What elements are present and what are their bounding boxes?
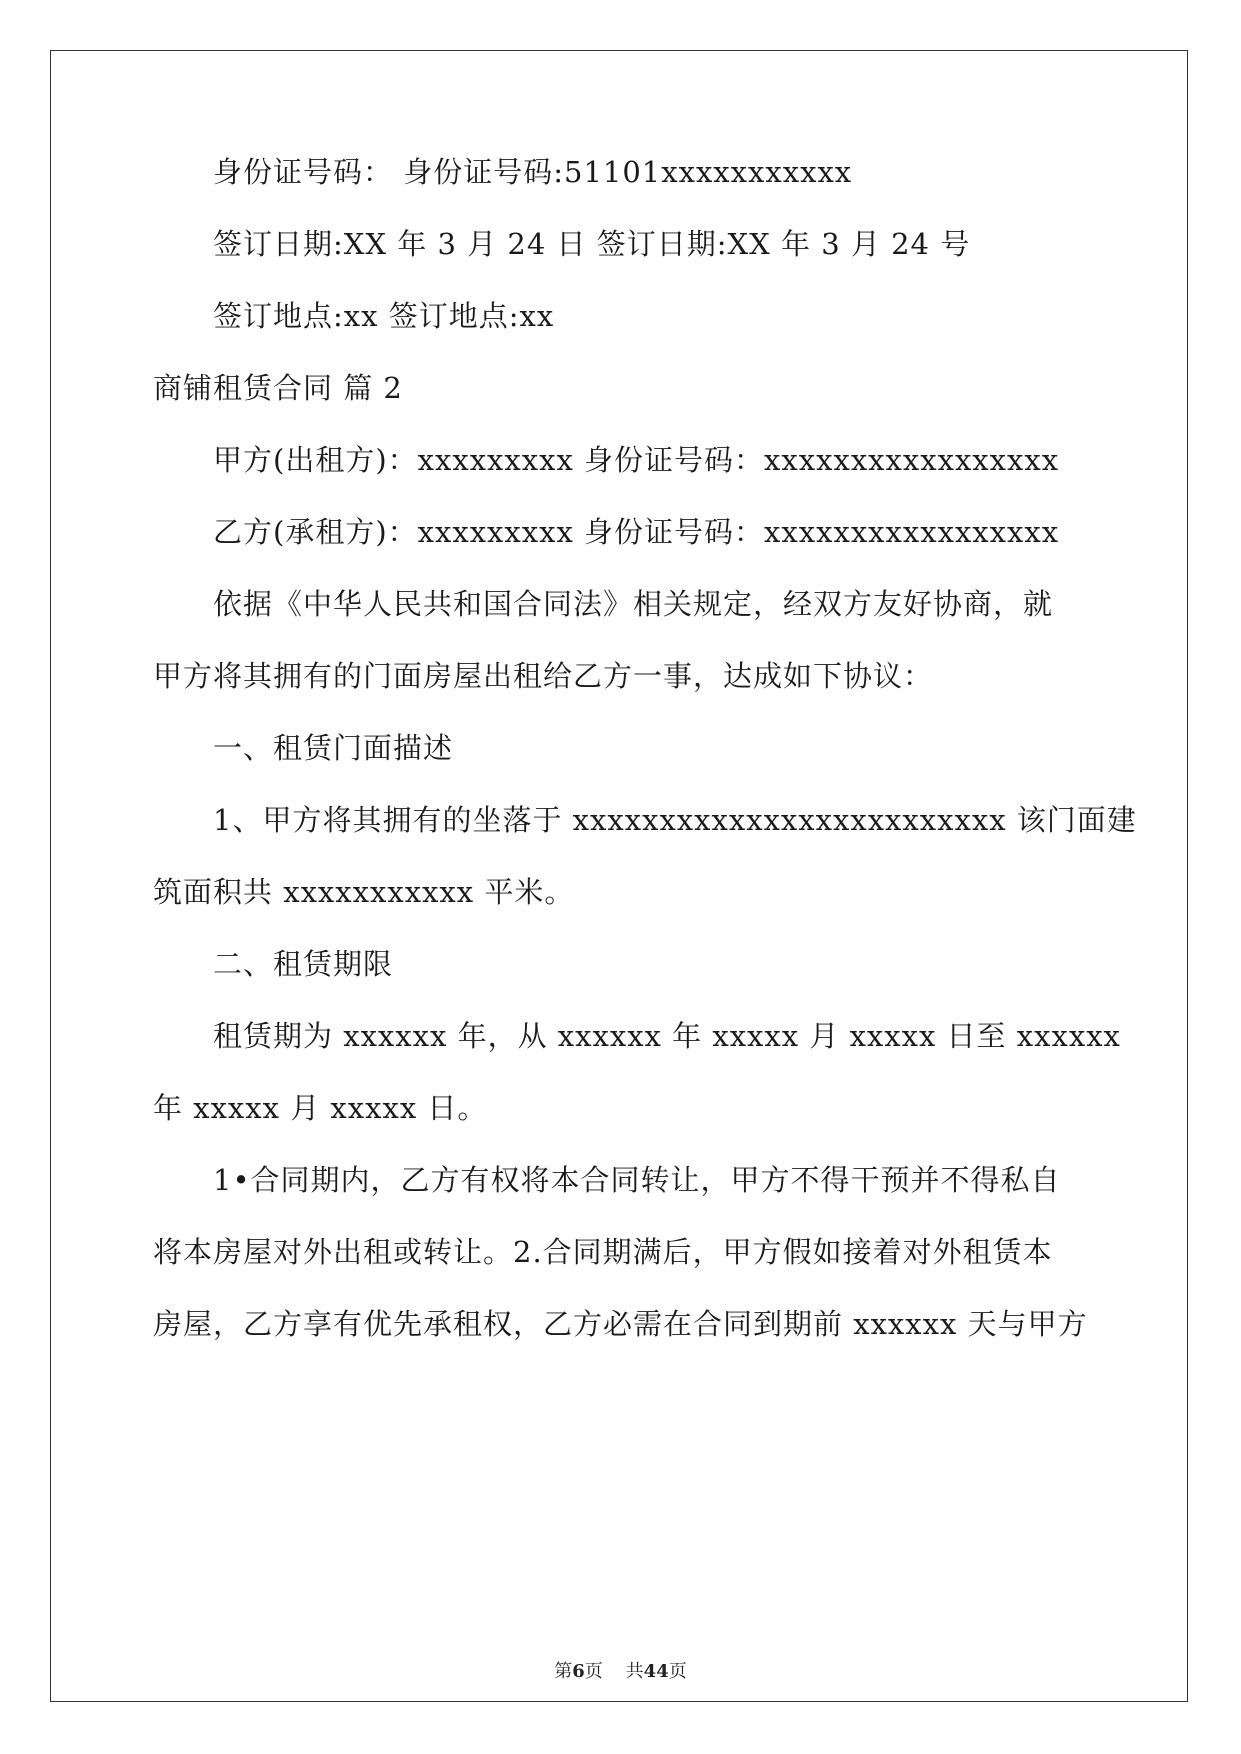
text-line: 筑面积共 xxxxxxxxxxx 平米。 <box>153 875 575 909</box>
page-footer <box>0 1660 1241 1684</box>
text-line: 一、租赁门面描述 <box>213 731 454 765</box>
page-prefix: 第 <box>554 1661 573 1682</box>
total-suffix: 页 <box>668 1661 687 1682</box>
text-line: 二、租赁期限 <box>213 947 394 981</box>
section-heading: 商铺租赁合同 篇 2 <box>153 371 403 405</box>
text-line: 租赁期为 xxxxxx 年，从 xxxxxx 年 xxxxx 月 xxxxx 日至 xxxxxx <box>213 1019 1121 1053</box>
text-line: 签订日期:XX 年 3 月 24 日 签订日期:XX 年 3 月 24 号 <box>213 227 971 261</box>
page-number: 6 <box>572 1661 585 1682</box>
total-prefix: 共 <box>625 1661 644 1682</box>
text-line: 房屋，乙方享有优先承租权，乙方必需在合同到期前 xxxxxx 天与甲方 <box>153 1307 1088 1341</box>
page-suffix: 页 <box>584 1661 603 1682</box>
text-line: 签订地点:xx 签订地点:xx <box>213 299 555 333</box>
text-line: 将本房屋对外出租或转让。2.合同期满后，甲方假如接着对外租赁本 <box>153 1235 1053 1269</box>
text-line: 甲方将其拥有的门面房屋出租给乙方一事，达成如下协议： <box>153 659 934 693</box>
text-line: 1•合同期内，乙方有权将本合同转让，甲方不得干预并不得私自 <box>213 1163 1061 1197</box>
text-line: 甲方(出租方)：xxxxxxxxx 身份证号码：xxxxxxxxxxxxxxxxx <box>213 443 1060 477</box>
text-line: 乙方(承租方)：xxxxxxxxx 身份证号码：xxxxxxxxxxxxxxxxx <box>213 515 1060 549</box>
text-line: 依据《中华人民共和国合同法》相关规定，经双方友好协商，就 <box>213 587 1054 621</box>
text-line: 年 xxxxx 月 xxxxx 日。 <box>153 1091 488 1125</box>
total-pages: 44 <box>643 1661 669 1682</box>
text-line: 身份证号码： 身份证号码:51101xxxxxxxxxxx <box>213 155 853 189</box>
text-line: 1、甲方将其拥有的坐落于 xxxxxxxxxxxxxxxxxxxxxxxxx 该门面建 <box>213 803 1137 837</box>
